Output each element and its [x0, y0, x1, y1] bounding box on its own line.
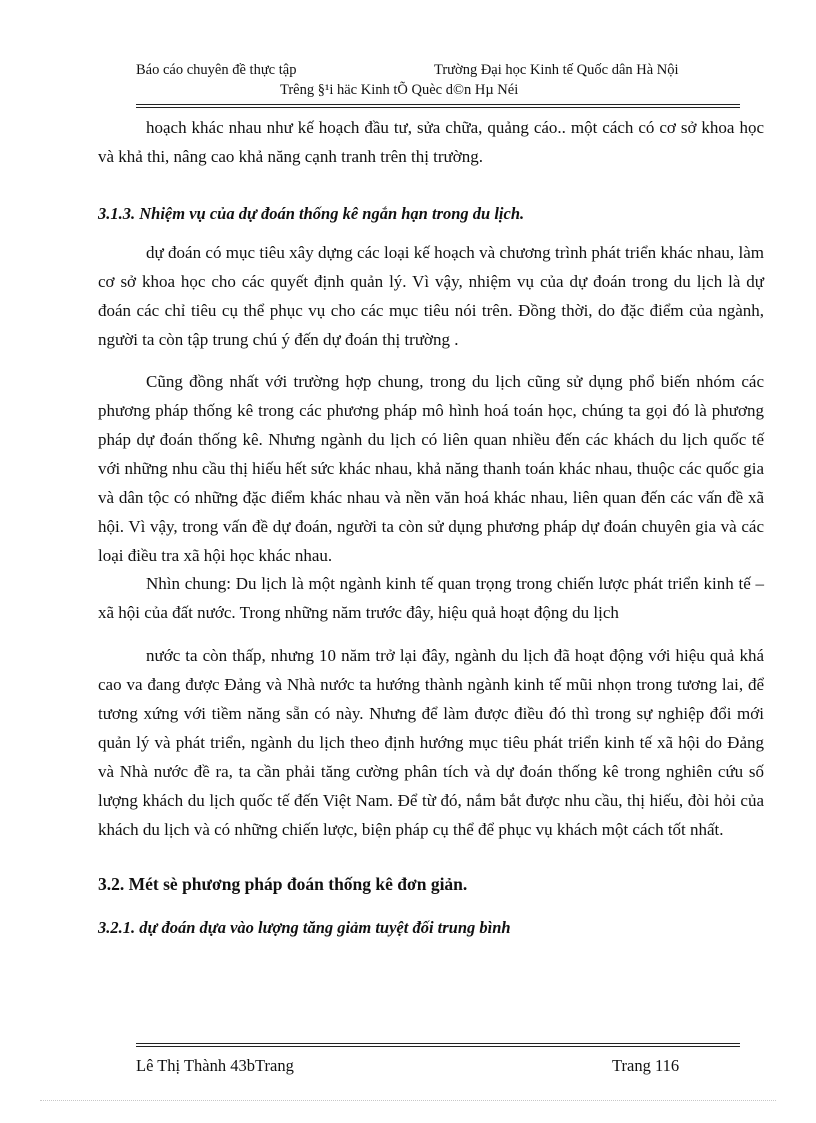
paragraph-5: nước ta còn thấp, nhưng 10 năm trở lại đây, ngành du lịch đã hoạt động với hiệu quả khá cao va đang được Đảng và Nhà nước ta hướng thành ngành kinh tế mũi nhọn trong tương lai, để tương xứng với tiềm năng sẵn có này. Nhưng để làm được điều đó thì trong sự nghiệp đổi mới quản lý và phát triển, ngành du lịch theo định hướng mục tiêu phát triển kinh tế xã hội do Đảng và Nhà nước đề ra, ta cần phải tăng cường phân tích và dự đoán thống kê trong nghiên cứu số lượng khách du lịch quốc tế đến Việt Nam. Để từ đó, nắm bắt được nhu cầu, thị hiếu, đòi hỏi của khách du lịch và có những chiến lược, biện pháp cụ thể để phục vụ khách một cách tốt nhất.	[98, 646, 764, 839]
garbled-header-line: Trêng §¹i häc Kinh tÕ Quèc d©n Hµ Néi	[280, 82, 519, 98]
page-bottom-divider	[40, 1100, 776, 1101]
section-heading-3-2: 3.2. Mét sè phương pháp đoán thống kê đơn giản.	[98, 874, 468, 894]
paragraph-3: Cũng đồng nhất với trường hợp chung, trong du lịch cũng sử dụng phổ biến nhóm các phương pháp thống kê trong các phương pháp mô hình hoá toán học, chúng ta gọi đó là phương pháp dự đoán thống kê. Nhưng ngành du lịch có liên quan nhiều đến các khách du lịch quốc tế với những nhu cầu thị hiếu hết sức khác nhau, khả năng thanh toán khác nhau, thuộc các quốc gia và dân tộc có những đặc điểm khác nhau và nền văn hoá khác nhau, liên quan đến các vấn đề xã hội. Vì vậy, trong vấn đề dự đoán, người ta còn sử dụng phương pháp dự đoán chuyên gia và các loại điều tra xã hội học khác nhau.	[98, 372, 764, 565]
header-rule	[136, 104, 740, 105]
paragraph-2: dự đoán có mục tiêu xây dựng các loại kế hoạch và chương trình phát triển khác nhau, làm cơ sở khoa học cho các quyết định quản lý. Vì vậy, nhiệm vụ của dự đoán trong du lịch là dự đoán các chỉ tiêu cụ thể phục vụ cho các mục tiêu nói trên. Đồng thời, do đặc điểm của ngành, người ta còn tập trung chú ý đến dự đoán thị trường .	[98, 243, 764, 349]
section-heading-3-1-3: 3.1.3. Nhiệm vụ của dự đoán thống kê ngắn hạn trong du lịch.	[98, 204, 525, 223]
footer-author: Lê Thị Thành 43bTrang	[136, 1056, 294, 1075]
footer-rule-double	[136, 1046, 740, 1047]
page-number: Trang 116	[612, 1056, 680, 1075]
section-heading-3-2-1: 3.2.1. dự đoán dựa vào lượng tăng giảm tuyệt đối trung bình	[98, 918, 511, 937]
header-rule-double	[136, 107, 740, 108]
paragraph-4: Nhìn chung: Du lịch là một ngành kinh tế quan trọng trong chiến lược phát triển kinh tế – xã hội của đất nước. Trong những năm trước đây, hiệu quả hoạt động du lịch	[98, 574, 764, 622]
paragraph-1: hoạch khác nhau như kế hoạch đầu tư, sửa chữa, quảng cáo.. một cách có cơ sở khoa học và khả thi, nâng cao khả năng cạnh tranh trên thị trường.	[98, 118, 764, 166]
footer-rule	[136, 1043, 740, 1044]
university-name: Trường Đại học Kinh tế Quốc dân Hà Nội	[434, 62, 679, 78]
report-title: Báo cáo chuyên đề thực tập	[136, 62, 297, 78]
